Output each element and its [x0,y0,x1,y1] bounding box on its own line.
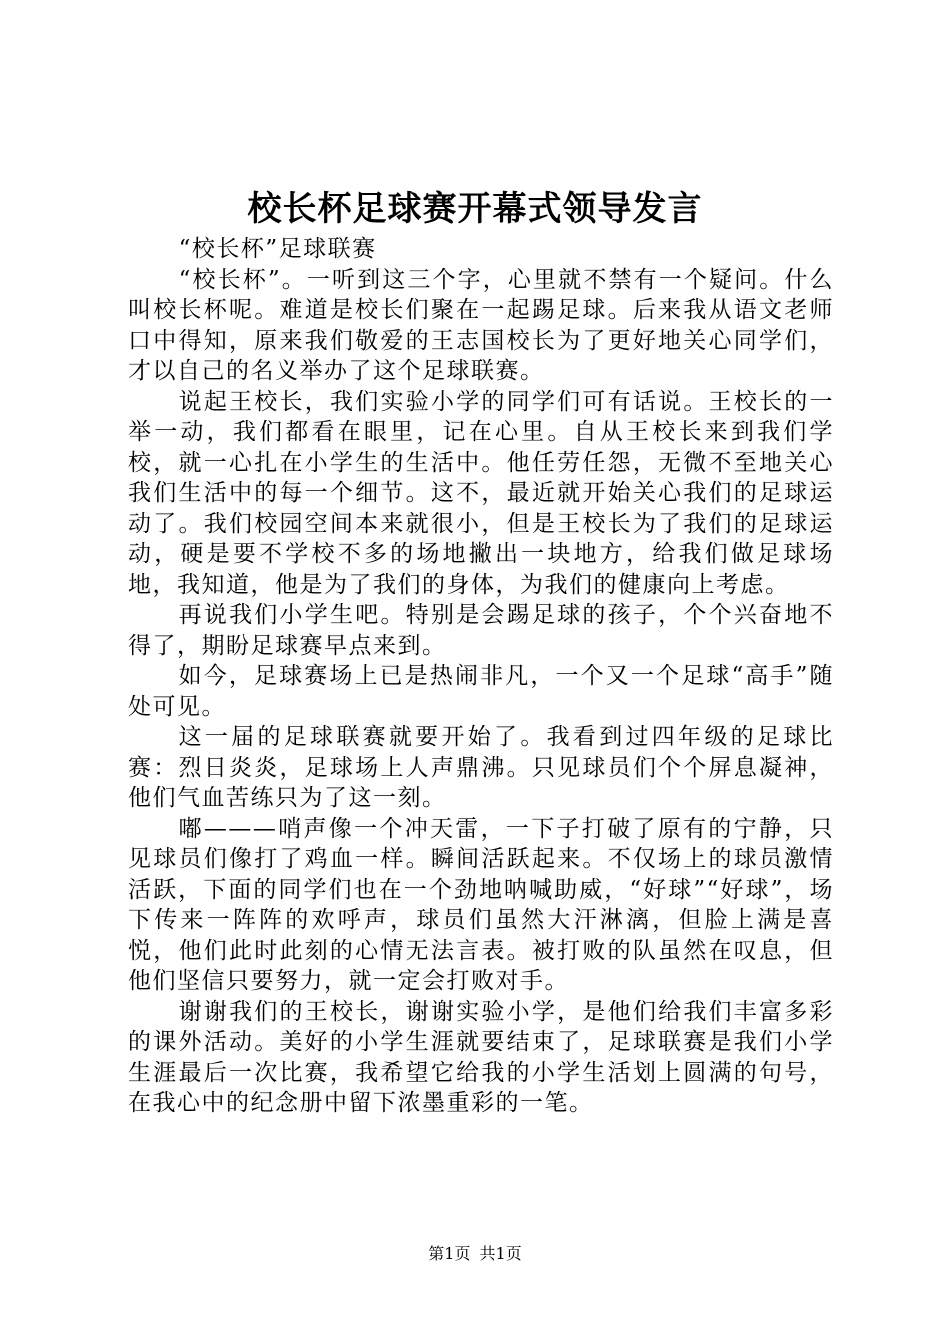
document-title: 校长杯足球赛开幕式领导发言 [247,189,703,229]
paragraph: 如今，足球赛场上已是热闹非凡，一个又一个足球“高手”随处可见。 [128,663,834,720]
document-body [128,234,834,1119]
paragraph: 说起王校长，我们实验小学的同学们可有话说。王校长的一举一动，我们都看在眼里，记在心里。自从王校长来到我们学校，就一心扎在小学生的生活中。他任劳任怨，无微不至地关心我们生活中的每一个细节。这不，最近就开始关心我们的足球运动了。我们校园空间本来就很小，但是王校长为了我们的足球运动，硬是要不学校不多的场地撇出一块地方，给我们做足球场地，我知道，他是为了我们的身体，为我们的健康向上考虑。 [128,388,834,598]
page-footer [0,1242,950,1266]
paragraph: 这一届的足球联赛就要开始了。我看到过四年级的足球比赛：烈日炎炎，足球场上人声鼎沸。只见球员们个个屏息凝神，他们气血苦练只为了这一刻。 [128,724,834,811]
paragraph: “校长杯”足球联赛 [178,236,377,262]
page-number: 第1页 [428,1244,471,1263]
paragraph: “校长杯”。一听到这三个字，心里就不禁有一个疑问。什么叫校长杯呢。难道是校长们聚在一起踢足球。后来我从语文老师口中得知，原来我们敬爱的王志国校长为了更好地关心同学们，才以自己的名义举办了这个足球联赛。 [128,266,834,384]
paragraph: 谢谢我们的王校长，谢谢实验小学，是他们给我们丰富多彩的课外活动。美好的小学生涯就要结束了，足球联赛是我们小学生涯最后一次比赛，我希望它给我的小学生活划上圆满的句号，在我心中的纪念册中留下浓墨重彩的一笔。 [128,998,834,1116]
page-total: 共1页 [479,1244,522,1263]
paragraph: 嘟———哨声像一个冲天雷，一下子打破了原有的宁静，只见球员们像打了鸡血一样。瞬间活跃起来。不仅场上的球员激情活跃，下面的同学们也在一个劲地呐喊助威，“好球”“好球”，场下传来一阵阵的欢呼声，球员们虽然大汗淋漓，但脸上满是喜悦，他们此时此刻的心情无法言表。被打败的队虽然在叹息，但他们坚信只要努力，就一定会打败对手。 [128,815,834,994]
paragraph: 再说我们小学生吧。特别是会踢足球的孩子，个个兴奋地不得了，期盼足球赛早点来到。 [128,602,834,659]
